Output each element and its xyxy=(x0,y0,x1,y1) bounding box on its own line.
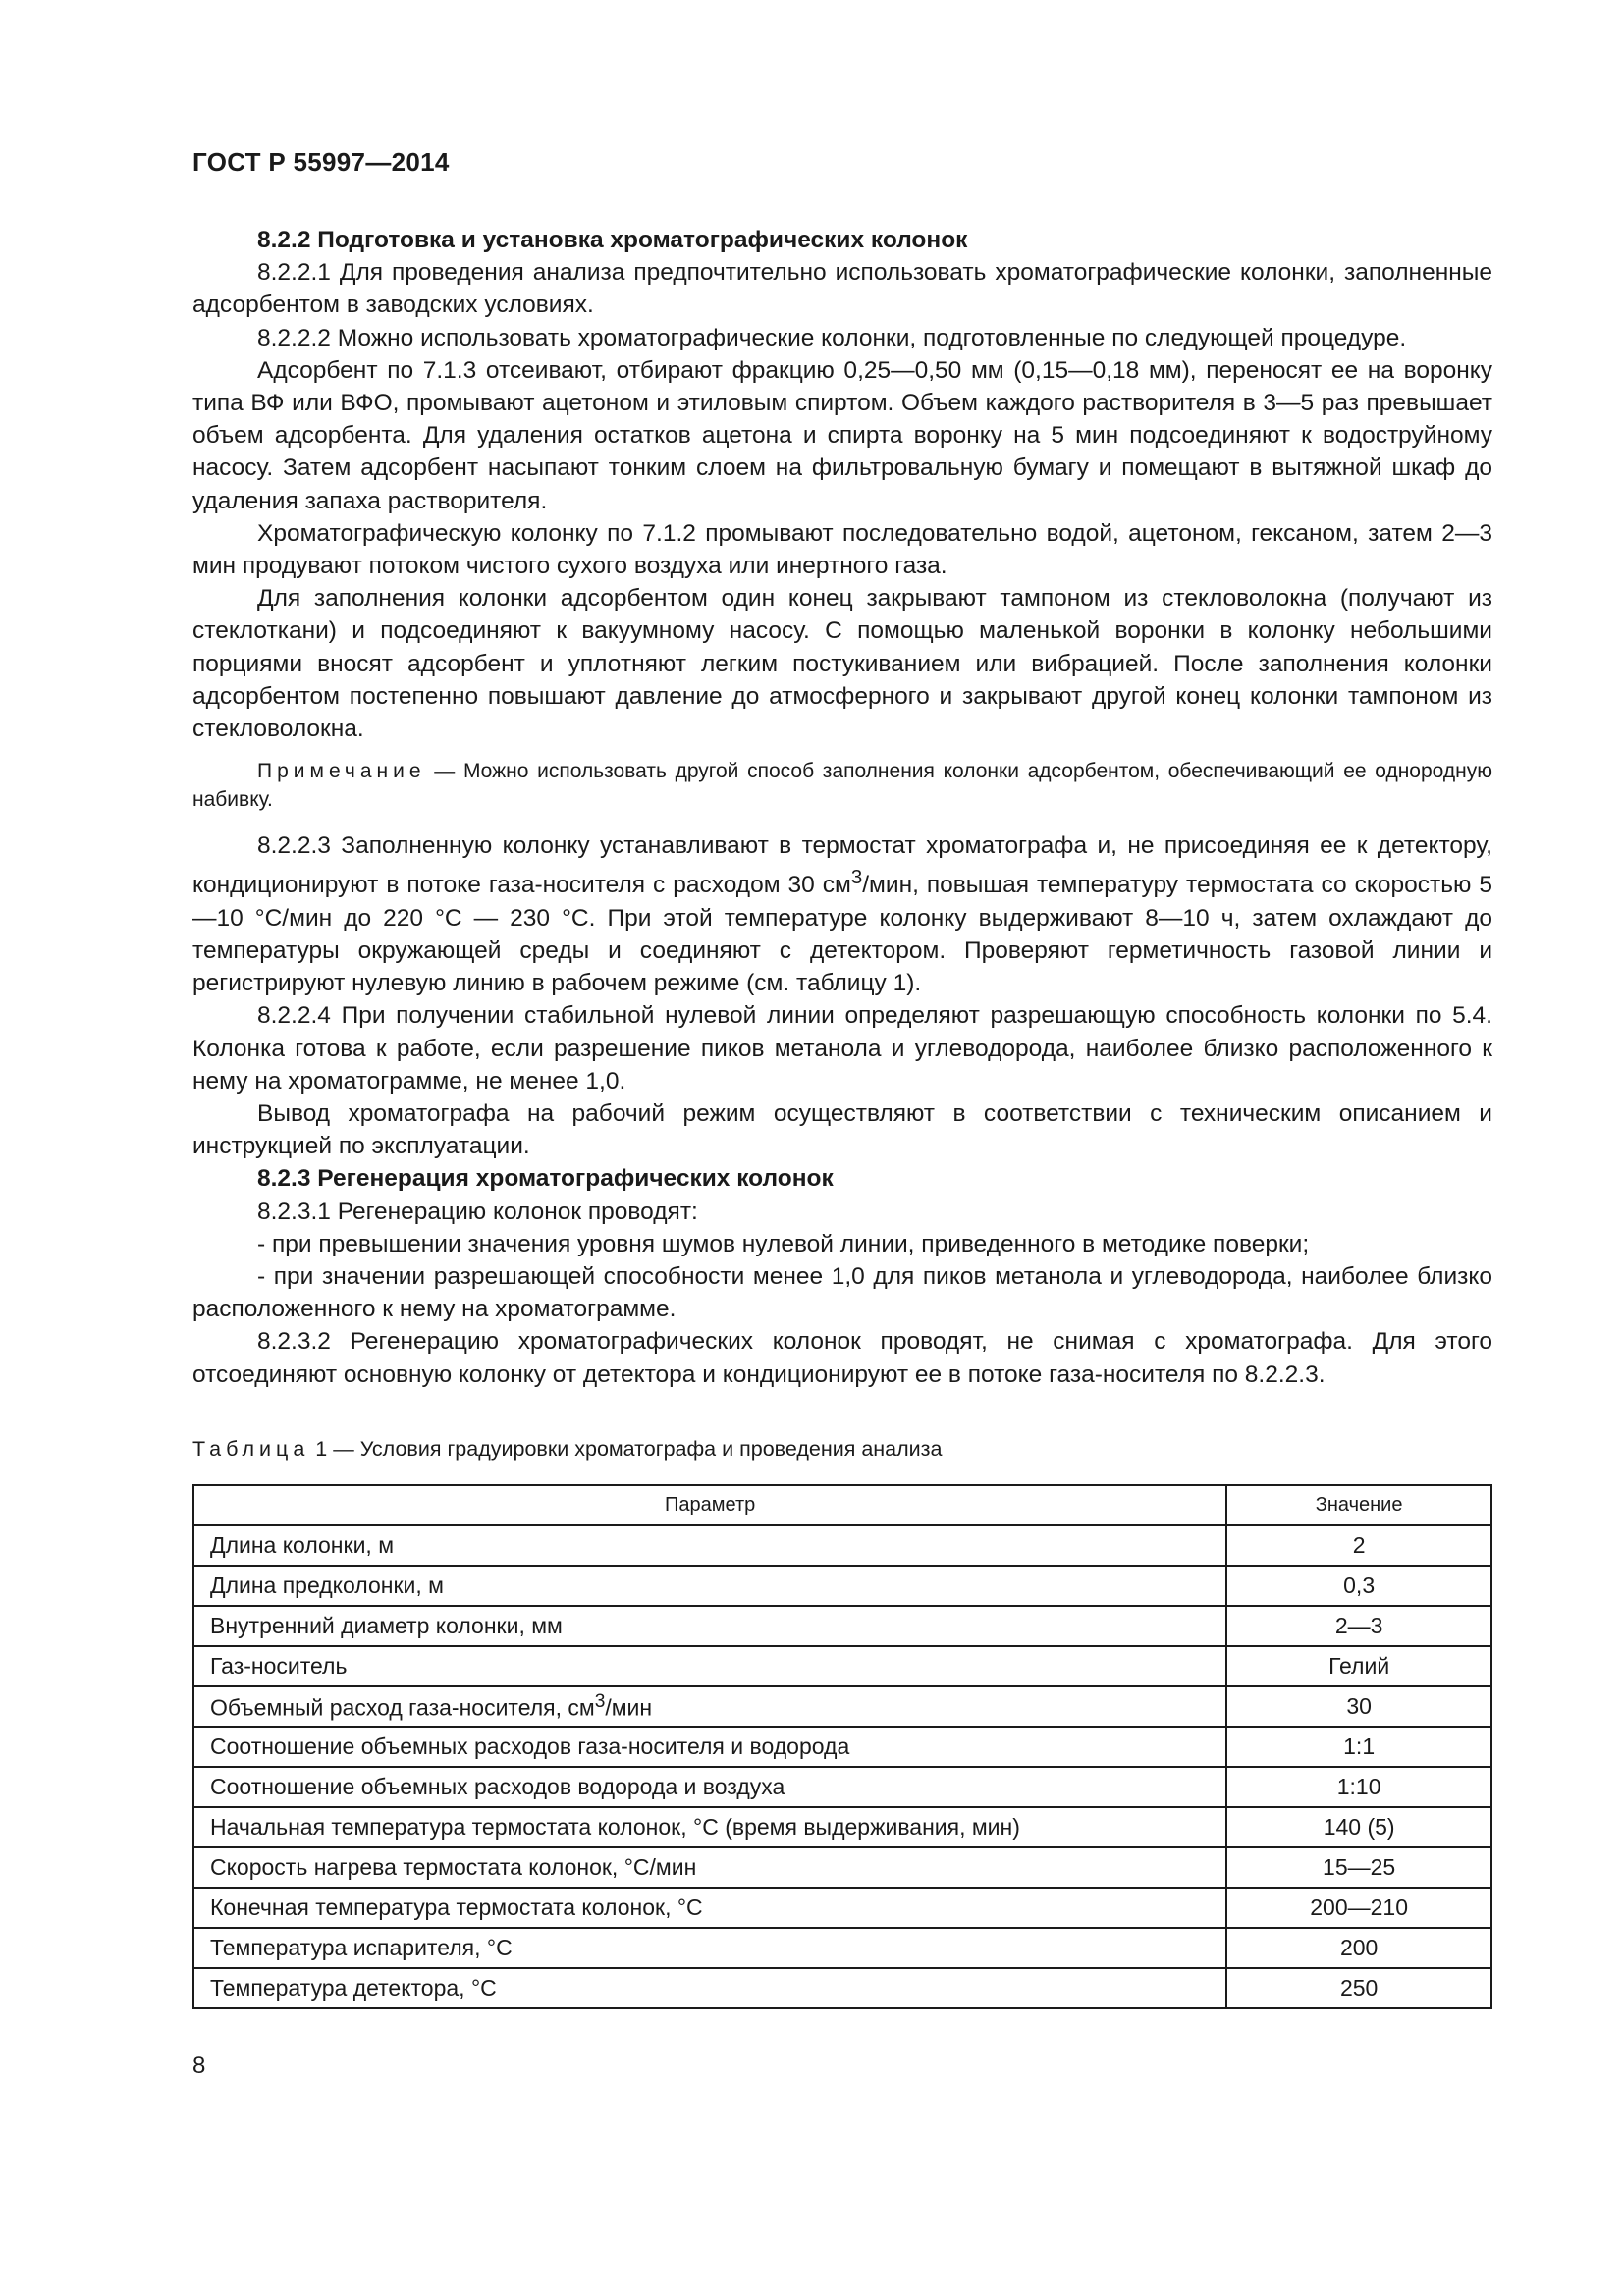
param-cell: Внутренний диаметр колонки, мм xyxy=(193,1606,1226,1646)
value-cell: Гелий xyxy=(1226,1646,1491,1686)
table-row xyxy=(193,1606,1491,1646)
param-cell: Конечная температура термостата колонок, °С xyxy=(193,1888,1226,1928)
param-cell: Соотношение объемных расходов водорода и воздуха xyxy=(193,1767,1226,1807)
param-cell: Длина предколонки, м xyxy=(193,1566,1226,1606)
param-cell: Скорость нагрева термостата колонок, °С/мин xyxy=(193,1847,1226,1888)
table-header-row xyxy=(193,1485,1491,1525)
table-row xyxy=(193,1968,1491,2008)
table-row xyxy=(193,1888,1491,1928)
paragraph-8-2-2-3-part-b: /мин, повышая температуру термостата со скоростью 5—10 °С/мин до 220 °С — 230 °С. При этой температуре колонку выдерживают 8—10 ч, затем охлаждают до температуры окружающей среды и соединяют с детектором. Проверяют герметичность газовой линии и регистрируют нулевую линию в рабочем режиме (см. таблицу 1). xyxy=(192,872,1492,997)
paragraph-8-2-3-2: 8.2.3.2 Регенерацию хроматографических колонок проводят, не снимая с хроматографа. Для этого отсоединяют основную колонку от детектора и кондиционируют ее в потоке газа-носителя по 8.2.2.3. xyxy=(192,1328,1492,1388)
section-heading-8-2-2: 8.2.2 Подготовка и установка хроматографических колонок xyxy=(257,227,968,253)
param-cell xyxy=(193,1686,1226,1727)
value-cell: 2—3 xyxy=(1226,1606,1491,1646)
param-cell: Газ-носитель xyxy=(193,1646,1226,1686)
table-row xyxy=(193,1646,1491,1686)
note-text: — Можно использовать другой способ заполнения колонки адсорбентом, обеспечивающий ее однородную набивку. xyxy=(192,760,1492,812)
table-row xyxy=(193,1686,1491,1727)
header-parameter: Параметр xyxy=(193,1485,1226,1525)
value-cell: 2 xyxy=(1226,1525,1491,1566)
bullet-resolution: - при значении разрешающей способности менее 1,0 для пиков метанола и углеводорода, наиболее близко расположенного к нему на хроматограмме. xyxy=(192,1263,1492,1323)
paragraph-8-2-2-3-part-a: 8.2.2.3 Заполненную колонку устанавливают в термостат хроматографа и, не присоединяя ее к детектору, кондиционируют в потоке газа-носителя с расходом 30 см xyxy=(192,832,1492,899)
param-superscript: 3 xyxy=(594,1691,606,1713)
value-cell: 1:10 xyxy=(1226,1767,1491,1807)
table-row xyxy=(193,1727,1491,1767)
table-row xyxy=(193,1525,1491,1566)
paragraph-adsorbent: Адсорбент по 7.1.3 отсеивают, отбирают фракцию 0,25—0,50 мм (0,15—0,18 мм), переносят ее на воронку типа ВФ или ВФО, промывают ацетоном и этиловым спиртом. Объем каждого растворителя в 3—5 раз превышает объем адсорбента. Для удаления остатков ацетона и спирта воронку на 5 мин подсоединяют к водоструйному насосу. Затем адсорбент насыпают тонким слоем на фильтровальную бумагу и помещают в вытяжной шкаф до удаления запаха растворителя. xyxy=(192,356,1492,514)
param-cell: Температура детектора, °С xyxy=(193,1968,1226,2008)
table-row xyxy=(193,1928,1491,1968)
paragraph-8-2-2-3 xyxy=(192,829,1492,999)
value-cell: 250 xyxy=(1226,1968,1491,2008)
value-cell: 0,3 xyxy=(1226,1566,1491,1606)
page-number: 8 xyxy=(192,2053,206,2079)
paragraph-column-wash: Хроматографическую колонку по 7.1.2 промывают последовательно водой, ацетоном, гексаном, затем 2—3 мин продувают потоком чистого сухого воздуха или инертного газа. xyxy=(192,519,1492,580)
param-cell: Соотношение объемных расходов газа-носителя и водорода xyxy=(193,1727,1226,1767)
value-cell: 1:1 xyxy=(1226,1727,1491,1767)
paragraph-8-2-2-2: 8.2.2.2 Можно использовать хроматографические колонки, подготовленные по следующей процедуре. xyxy=(257,324,1407,351)
parameters-table xyxy=(192,1484,1492,2009)
value-cell: 200—210 xyxy=(1226,1888,1491,1928)
document-id-header: ГОСТ Р 55997—2014 xyxy=(192,147,450,177)
table-caption-text: 1 — Условия градуировки хроматографа и проведения анализа xyxy=(309,1437,943,1461)
param-cell: Температура испарителя, °С xyxy=(193,1928,1226,1968)
value-cell: 30 xyxy=(1226,1686,1491,1727)
value-cell: 200 xyxy=(1226,1928,1491,1968)
param-cell: Длина колонки, м xyxy=(193,1525,1226,1566)
paragraph-8-2-3-1: 8.2.3.1 Регенерацию колонок проводят: xyxy=(257,1198,698,1225)
table-caption xyxy=(192,1437,942,1462)
note-label: Примечание xyxy=(257,760,426,783)
param-suffix: /мин xyxy=(605,1694,653,1721)
body-text xyxy=(192,224,1492,1391)
value-cell: 140 (5) xyxy=(1226,1807,1491,1847)
table-caption-label: Таблица xyxy=(192,1437,310,1461)
header-value: Значение xyxy=(1226,1485,1491,1525)
table-row xyxy=(193,1566,1491,1606)
bullet-noise-level: - при превышении значения уровня шумов нулевой линии, приведенного в методике поверки; xyxy=(257,1230,1310,1257)
table-row xyxy=(193,1767,1491,1807)
note-paragraph xyxy=(192,757,1492,814)
paragraph-8-2-2-1: 8.2.2.1 Для проведения анализа предпочтительно использовать хроматографические колонки, заполненные адсорбентом в заводских условиях. xyxy=(192,259,1492,319)
param-cell: Начальная температура термостата колонок, °С (время выдерживания, мин) xyxy=(193,1807,1226,1847)
paragraph-operating-mode: Вывод хроматографа на рабочий режим осуществляют в соответствии с техническим описанием и инструкцией по эксплуатации. xyxy=(192,1100,1492,1160)
superscript-3: 3 xyxy=(850,867,863,889)
paragraph-column-fill: Для заполнения колонки адсорбентом один конец закрывают тампоном из стекловолокна (получают из стеклоткани) и подсоединяют к вакуумному насосу. С помощью маленькой воронки в колонку небольшими порциями вносят адсорбент и уплотняют легким постукиванием или вибрацией. После заполнения колонки адсорбентом постепенно повышают давление до атмосферного и закрывают другой конец колонки тампоном из стекловолокна. xyxy=(192,585,1492,743)
paragraph-8-2-2-4: 8.2.2.4 При получении стабильной нулевой линии определяют разрешающую способность колонки по 5.4. Колонка готова к работе, если разрешение пиков метанола и углеводорода, наиболее близко расположенного к нему на хроматограмме, не менее 1,0. xyxy=(192,1002,1492,1095)
section-heading-8-2-3: 8.2.3 Регенерация хроматографических колонок xyxy=(257,1165,834,1193)
table-row xyxy=(193,1807,1491,1847)
table-row xyxy=(193,1847,1491,1888)
value-cell: 15—25 xyxy=(1226,1847,1491,1888)
param-text: Объемный расход газа-носителя, см xyxy=(210,1694,595,1721)
